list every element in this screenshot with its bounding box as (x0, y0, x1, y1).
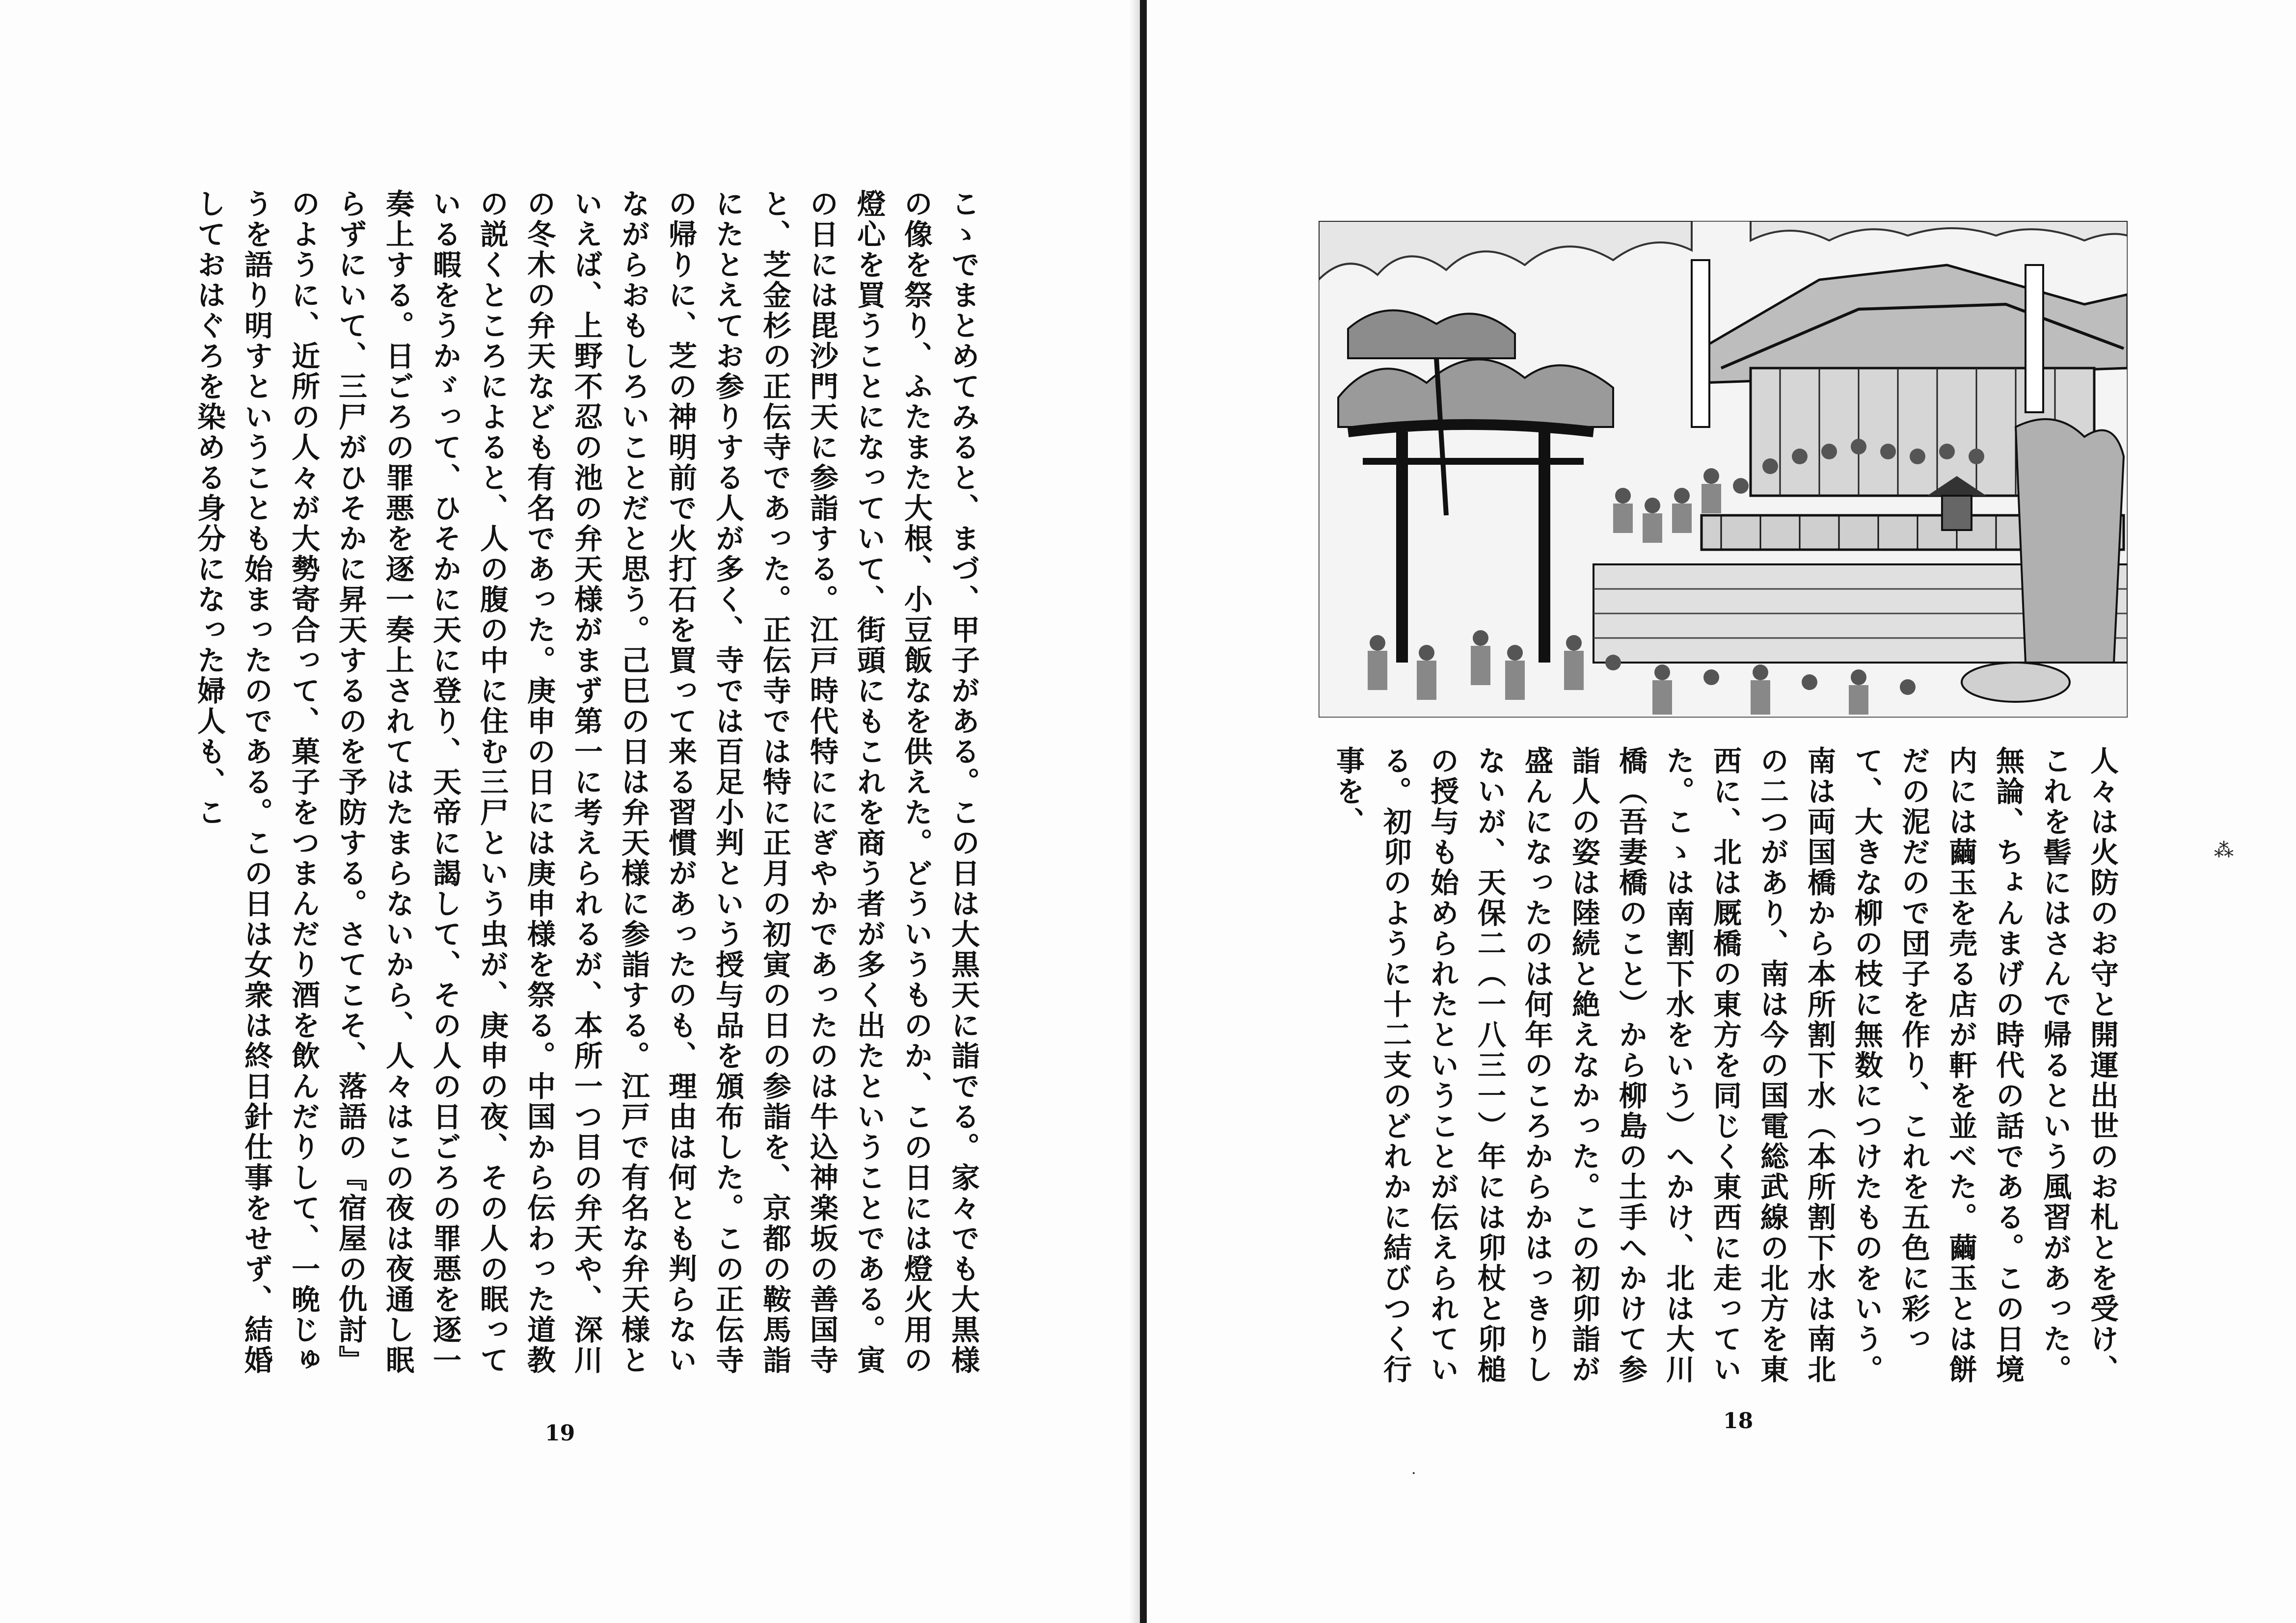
right-paragraph: 人々は火防のお守と開運出世のお札とを受け、これを髻にはさんで帰るという風習があった。無論、ちょんまげの時代の話である。この日境内には繭玉を売る店が軒を並べた。繭玉とは餅だの泥だので団子を作り、これを五色に彩って、大きな柳の枝に無数につけたものをいう。南は両国橋から本所割下水（本所割下水は南北の二つがあり、南は今の国電総武線の北方を東西に、北は厩橋の東方を同じく東西に走っていた。こゝは南割下水をいう）へかけ、北は大川橋（吾妻橋のこと）から柳島の土手へかけて参詣人の姿は陸続と絶えなかった。この初卯詣が盛んになったのは何年のころからかはっきりしないが、天保二（一八三一）年には卯杖と卯槌の授与も始められたということが伝えられている。初卯のように十二支のどれかに結びつく行事を、 (1331, 746, 2119, 1385)
book-gutter (1140, 0, 1147, 1623)
left-page-number: 19 (545, 1421, 575, 1446)
scan-speck: · (1411, 1465, 1416, 1482)
page-edge-shadow (1129, 0, 1140, 1623)
right-page-body (1321, 746, 2126, 1399)
shrine-illustration (1319, 221, 2128, 718)
scan-speck: ⁂ (2214, 839, 2234, 862)
left-page-body (162, 189, 987, 1401)
right-page-number: 18 (1723, 1409, 1754, 1434)
left-paragraph: こゝでまとめてみると、まづ、甲子がある。この日は大黒天に詣でる。家々でも大黒様の像を祭り、ふたまた大根、小豆飯なを供えた。どういうものか、この日には燈火用の燈心を買うことになっていて、街頭にもこれを商う者が多く出たということである。寅の日には毘沙門天に参詣する。江戸時代特ににぎやかであったのは牛込神楽坂の善国寺と、芝金杉の正伝寺であった。正伝寺では特に正月の初寅の日の参詣を、京都の鞍馬詣にたとえてお参りする人が多く、寺では百足小判という授与品を頒布した。この正伝寺の帰りに、芝の神明前で火打石を買って来る習慣があったのも、理由は何とも判らないながらおもしろいことだと思う。己巳の日は弁天様に参詣する。江戸で有名な弁天様といえば、上野不忍の池の弁天様がまず第一に考えられるが、本所一つ目の弁天や、深川の冬木の弁天なども有名であった。庚申の日には庚申様を祭る。中国から伝わった道教の説くところによると、人の腹の中に住む三尸という虫が、庚申の夜、その人の眠っている暇をうかゞって、ひそかに天に登り、天帝に謁して、その人の日ごろの罪悪を逐一奏上する。日ごろの罪悪を逐一奏上されてはたまらないから、人々はこの夜は夜通し眠らずにいて、三尸がひそかに昇天するのを予防する。さてこそ、落語の『宿屋の仇討』のように、近所の人々が大勢寄合って、菓子をつまんだり酒を飲んだりして、一晩じゅうを語り明すということも始まったのである。この日は女衆は終日針仕事をせず、結婚しておはぐろを染める身分になった婦人も、こ (192, 189, 980, 1376)
